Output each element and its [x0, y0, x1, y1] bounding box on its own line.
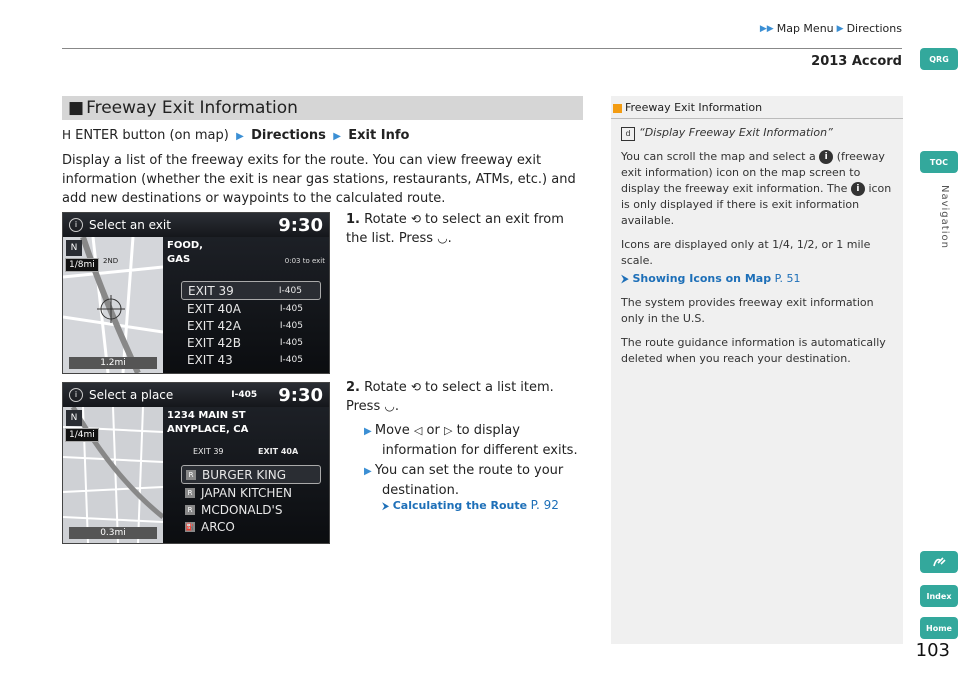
- side-paragraph-2: Icons are displayed only at 1/4, 1/2, or 1 mile scale.: [621, 238, 871, 267]
- path-prefix: ENTER button (on map): [75, 128, 229, 143]
- bullet-text: Move: [374, 423, 410, 438]
- exit-list: [181, 281, 321, 368]
- voice-command: [621, 125, 895, 141]
- address-line2: ANYPLACE, CA: [167, 424, 249, 435]
- voice-icon: [931, 554, 947, 570]
- step-text: to select a list item. Press: [346, 380, 554, 414]
- restaurant-icon: R: [185, 488, 195, 498]
- exit-info-icon: i: [851, 182, 865, 196]
- exit-route: I-405: [278, 285, 302, 296]
- exit-list-item[interactable]: [181, 317, 321, 334]
- exit-prev[interactable]: EXIT 39: [193, 447, 224, 456]
- interface-dial-rotate-icon: ⟲: [410, 212, 421, 226]
- side-paragraph-4: The route guidance information is automatically deleted when you reach your destination.: [621, 336, 886, 365]
- home-key-icon: H: [62, 128, 72, 142]
- bullet-text: to display information for different exits.: [382, 423, 578, 458]
- tab-home[interactable]: Home: [920, 617, 958, 639]
- exit-next[interactable]: EXIT 40A: [258, 447, 299, 456]
- screen-header: [63, 383, 329, 407]
- header-divider: [62, 48, 902, 49]
- side-text: (freeway exit information) icon on the map screen to display the freeway exit information. The: [621, 150, 885, 195]
- place-name: JAPAN KITCHEN: [201, 485, 293, 500]
- voice-tab[interactable]: [920, 551, 958, 573]
- breadcrumb-map-menu[interactable]: Map Menu: [776, 22, 834, 35]
- exit-list-item[interactable]: [181, 300, 321, 317]
- gas-station-icon: ⛽: [185, 522, 195, 531]
- voice-command-text: “Display Freeway Exit Information”: [639, 126, 833, 139]
- restaurant-icon: R: [186, 470, 196, 480]
- step-1: [346, 210, 581, 248]
- model-name: 2013 Accord: [811, 54, 902, 69]
- scale-top: 1/4mi: [65, 428, 99, 442]
- exit-route: I-405: [279, 303, 303, 314]
- page-number: 103: [915, 640, 950, 661]
- tab-toc[interactable]: TOC: [920, 151, 958, 173]
- place-list-item[interactable]: [181, 484, 321, 501]
- exit-route: I-405: [279, 320, 303, 331]
- link-arrow-icon: ⮞: [621, 272, 629, 285]
- interface-dial-press-icon: ◡: [384, 399, 395, 413]
- exit-info-line2: GAS: [167, 254, 191, 265]
- scale-bottom: 0.3mi: [69, 527, 157, 539]
- exit-list-item[interactable]: [181, 281, 321, 300]
- side-text: You can scroll the map and select a: [621, 150, 816, 163]
- exit-list-item[interactable]: [181, 334, 321, 351]
- link-arrow-icon: ⮞: [382, 501, 390, 512]
- tab-index[interactable]: Index: [920, 585, 958, 607]
- road-label: 2ND: [103, 257, 119, 265]
- place-name: MCDONALD'S: [201, 502, 283, 517]
- side-note-panel: [611, 96, 903, 644]
- address-line1: 1234 MAIN ST: [167, 410, 246, 421]
- bullet-route: [364, 461, 597, 500]
- exit-name: EXIT 39: [188, 283, 234, 298]
- section-title: Freeway Exit Information: [86, 98, 298, 118]
- place-list: [181, 465, 321, 535]
- dial-left-icon: ◁: [413, 424, 423, 437]
- exit-list-panel: [163, 237, 329, 373]
- side-paragraph-1: [621, 149, 893, 229]
- note-icon: [613, 104, 622, 113]
- side-heading-text: Freeway Exit Information: [625, 101, 763, 114]
- menu-path: [62, 126, 409, 146]
- exit-list-item[interactable]: [181, 351, 321, 368]
- map-view[interactable]: [63, 407, 163, 543]
- bullet-text: or: [426, 423, 440, 438]
- arrow-icon: ▶: [364, 426, 375, 437]
- voice-command-icon: d: [621, 127, 635, 141]
- crossref-link[interactable]: Showing Icons on Map: [632, 272, 772, 285]
- exit-name: EXIT 40A: [187, 301, 241, 316]
- screen-select-exit: [62, 212, 330, 374]
- side-text: icon is only displayed if there is exit information available.: [621, 182, 892, 227]
- voice-indicator-icon: i: [69, 218, 83, 232]
- bullet-text: You can set the route to your destination.: [374, 463, 564, 498]
- step-text: .: [394, 399, 399, 414]
- screen-header: [63, 213, 329, 237]
- compass-icon[interactable]: N: [66, 410, 82, 426]
- tab-qrg[interactable]: QRG: [920, 48, 958, 70]
- screen-title: Select a place: [89, 388, 174, 402]
- map-view[interactable]: [63, 237, 163, 373]
- triangle-icon: ▶: [836, 23, 844, 34]
- step-2: [346, 378, 581, 416]
- voice-indicator-icon: i: [69, 388, 83, 402]
- triangle-icon: ▶▶: [759, 23, 774, 34]
- place-list-item[interactable]: [181, 501, 321, 518]
- path-exit-info: Exit Info: [348, 128, 410, 143]
- place-name: ARCO: [201, 519, 235, 534]
- exit-route: I-405: [279, 354, 303, 365]
- place-list-item[interactable]: [181, 465, 321, 484]
- exit-route: I-405: [279, 337, 303, 348]
- step-text: to select an exit from the list. Press: [346, 212, 564, 246]
- place-name: BURGER KING: [202, 467, 287, 482]
- section-title-bar: [62, 96, 583, 120]
- exit-name: EXIT 43: [187, 352, 233, 367]
- arrow-icon: ▶: [330, 131, 345, 142]
- exit-name: EXIT 42A: [187, 318, 241, 333]
- clock: 9:30: [278, 214, 323, 236]
- crossref-page[interactable]: P. 51: [774, 272, 801, 285]
- dial-right-icon: ▷: [443, 424, 453, 437]
- compass-icon[interactable]: N: [66, 240, 82, 256]
- path-directions: Directions: [251, 128, 326, 143]
- scale-bottom: 1.2mi: [69, 357, 157, 369]
- step-text: Rotate: [364, 212, 407, 227]
- interface-dial-rotate-icon: ⟲: [410, 380, 421, 394]
- square-bullet-icon: ■: [68, 98, 85, 118]
- step-text: Rotate: [364, 380, 407, 395]
- crossref-page[interactable]: P. 92: [530, 498, 559, 512]
- step-number: 2.: [346, 380, 360, 395]
- crossref-showing-icons[interactable]: [621, 271, 893, 287]
- clock: 9:30: [278, 384, 323, 406]
- side-paragraph-3: The system provides freeway exit information only in the U.S.: [621, 296, 874, 325]
- dist-to-exit: 0:03 to exit: [284, 257, 325, 265]
- breadcrumb: [760, 22, 902, 35]
- screen-title: Select an exit: [89, 218, 171, 232]
- screen-select-place: [62, 382, 330, 544]
- interface-dial-press-icon: ◡: [437, 231, 448, 245]
- route-label: I-405: [231, 390, 258, 400]
- scale-top: 1/8mi: [65, 258, 99, 272]
- side-nav-label: Navigation: [939, 185, 950, 249]
- side-divider: [611, 118, 903, 119]
- breadcrumb-directions[interactable]: Directions: [846, 22, 902, 35]
- place-list-item[interactable]: [181, 518, 321, 535]
- place-list-panel: [163, 407, 329, 543]
- restaurant-icon: R: [185, 505, 195, 515]
- section-description: Display a list of the freeway exits for the route. You can view freeway exit information (whether the exit is near gas stations, restaurants, ATMs, etc.) and add new destinations or waypoints to the calculated route.: [62, 153, 576, 206]
- step-number: 1.: [346, 212, 360, 227]
- side-note-heading: [613, 101, 903, 114]
- exit-info-icon: i: [819, 150, 833, 164]
- crossref-calculating-route[interactable]: [382, 498, 559, 512]
- arrow-icon: ▶: [364, 466, 375, 477]
- exit-info-line1: FOOD,: [167, 240, 203, 251]
- arrow-icon: ▶: [232, 131, 247, 142]
- exit-name: EXIT 42B: [187, 335, 241, 350]
- crossref-link[interactable]: Calculating the Route: [392, 499, 528, 512]
- bullet-move: [364, 421, 597, 460]
- step-text: .: [447, 231, 452, 246]
